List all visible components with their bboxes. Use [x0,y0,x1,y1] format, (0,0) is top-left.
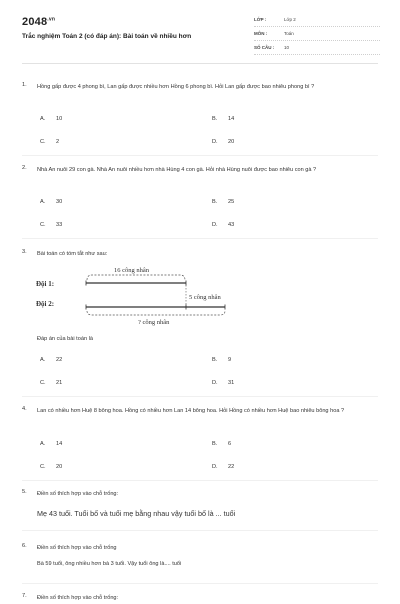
option-letter: D. [212,222,218,228]
diagram-diff-label: 5 công nhân [189,294,221,301]
question-divider [22,530,378,531]
meta-key: LỚP : [254,17,267,22]
header [0,0,400,60]
option-value: 9 [228,357,232,363]
option-value: 31 [228,380,235,386]
question-number: 7. [22,593,27,599]
question-text: Hồng gấp được 4 phong bì, Lan gấp được nhiều hơn Hồng 6 phong bì. Hỏi Lan gấp được bao nhiêu phong bì ? [37,84,315,90]
header-divider [22,63,378,64]
meta-row-subject [254,28,380,41]
option-letter: A. [40,357,46,363]
option-value: 14 [228,116,235,122]
meta-key: SỐ CÂU : [254,45,275,50]
option-value: 22 [56,357,63,363]
meta-value: Toán [284,31,294,36]
option-value: 25 [228,199,235,205]
question-6-body: Bà 59 tuổi, ông nhiều hơn bà 3 tuổi. Vậy tuổi ông là.... tuổi [37,561,182,567]
meta-row-class [254,14,380,27]
question-divider [22,480,378,481]
option-value: 2 [56,139,60,145]
question-number: 6. [22,543,27,549]
question-number: 1. [22,82,27,88]
question-number: 4. [22,406,27,412]
logo-text: 2048 [22,16,48,28]
option-letter: B. [212,116,218,122]
site-logo[interactable] [22,16,55,28]
question-prompt: Đáp án của bài toán là [37,336,93,342]
question-number: 2. [22,165,27,171]
meta-value: 10 [284,45,290,50]
option-value: 33 [56,222,63,228]
logo-tld: .vn [47,16,56,23]
option-letter: B. [212,199,218,205]
question-text: Bài toán có tóm tắt như sau: [37,251,108,257]
diagram-team1-label: Đội 1: [36,280,55,288]
option-value: 43 [228,222,235,228]
option-letter: B. [212,357,218,363]
diagram-team2-label: Đội 2: [36,300,55,308]
option-letter: B. [212,441,218,447]
option-letter: C. [40,139,46,145]
meta-key: MÔN : [254,31,268,36]
question-divider [22,583,378,584]
question-number: 5. [22,489,27,495]
option-letter: C. [40,222,46,228]
option-letter: A. [40,116,46,122]
option-value: 21 [56,380,63,386]
option-letter: A. [40,199,46,205]
question-text: Lan có nhiều hơn Huệ 8 bông hoa. Hồng có nhiều hơn Lan 14 bông hoa. Hỏi Hồng có nhiều hơn Huệ bao nhiêu bông hoa ? [37,408,345,414]
summary-diagram [30,262,250,328]
meta-value: Lớp 2 [284,17,296,22]
diagram-top-label: 16 công nhân [114,267,150,274]
option-value: 20 [56,464,63,470]
option-letter: C. [40,464,46,470]
option-letter: A. [40,441,46,447]
meta-row-count [254,42,380,55]
option-value: 10 [56,116,63,122]
bottom-brace [87,311,225,315]
question-divider [22,238,378,239]
question-text: Nhà An nuôi 29 con gà. Nhà An nuôi nhiều hơn nhà Hùng 4 con gà. Hỏi nhà Hùng nuôi được bao nhiêu con gà ? [37,167,317,173]
option-letter: D. [212,464,218,470]
top-brace [87,275,185,280]
page-title: Trắc nghiệm Toán 2 (có đáp án): Bài toán về nhiều hơn [22,33,192,40]
question-text: Điền số thích hợp vào chỗ trống: [37,595,119,601]
question-text: Điền số thích hợp vào chỗ trống [37,545,117,551]
option-value: 6 [228,441,232,447]
option-letter: C. [40,380,46,386]
option-value: 20 [228,139,235,145]
question-text: Điền số thích hợp vào chỗ trống: [37,491,119,497]
question-number: 3. [22,249,27,255]
option-letter: D. [212,380,218,386]
option-value: 14 [56,441,63,447]
question-divider [22,155,378,156]
question-5-body: Mẹ 43 tuổi. Tuổi bố và tuổi mẹ bằng nhau vậy tuổi bố là ... tuổi [37,509,236,518]
diagram-bottom-label: ? công nhân [138,319,170,326]
option-value: 22 [228,464,235,470]
question-divider [22,396,378,397]
option-value: 30 [56,199,63,205]
option-letter: D. [212,139,218,145]
